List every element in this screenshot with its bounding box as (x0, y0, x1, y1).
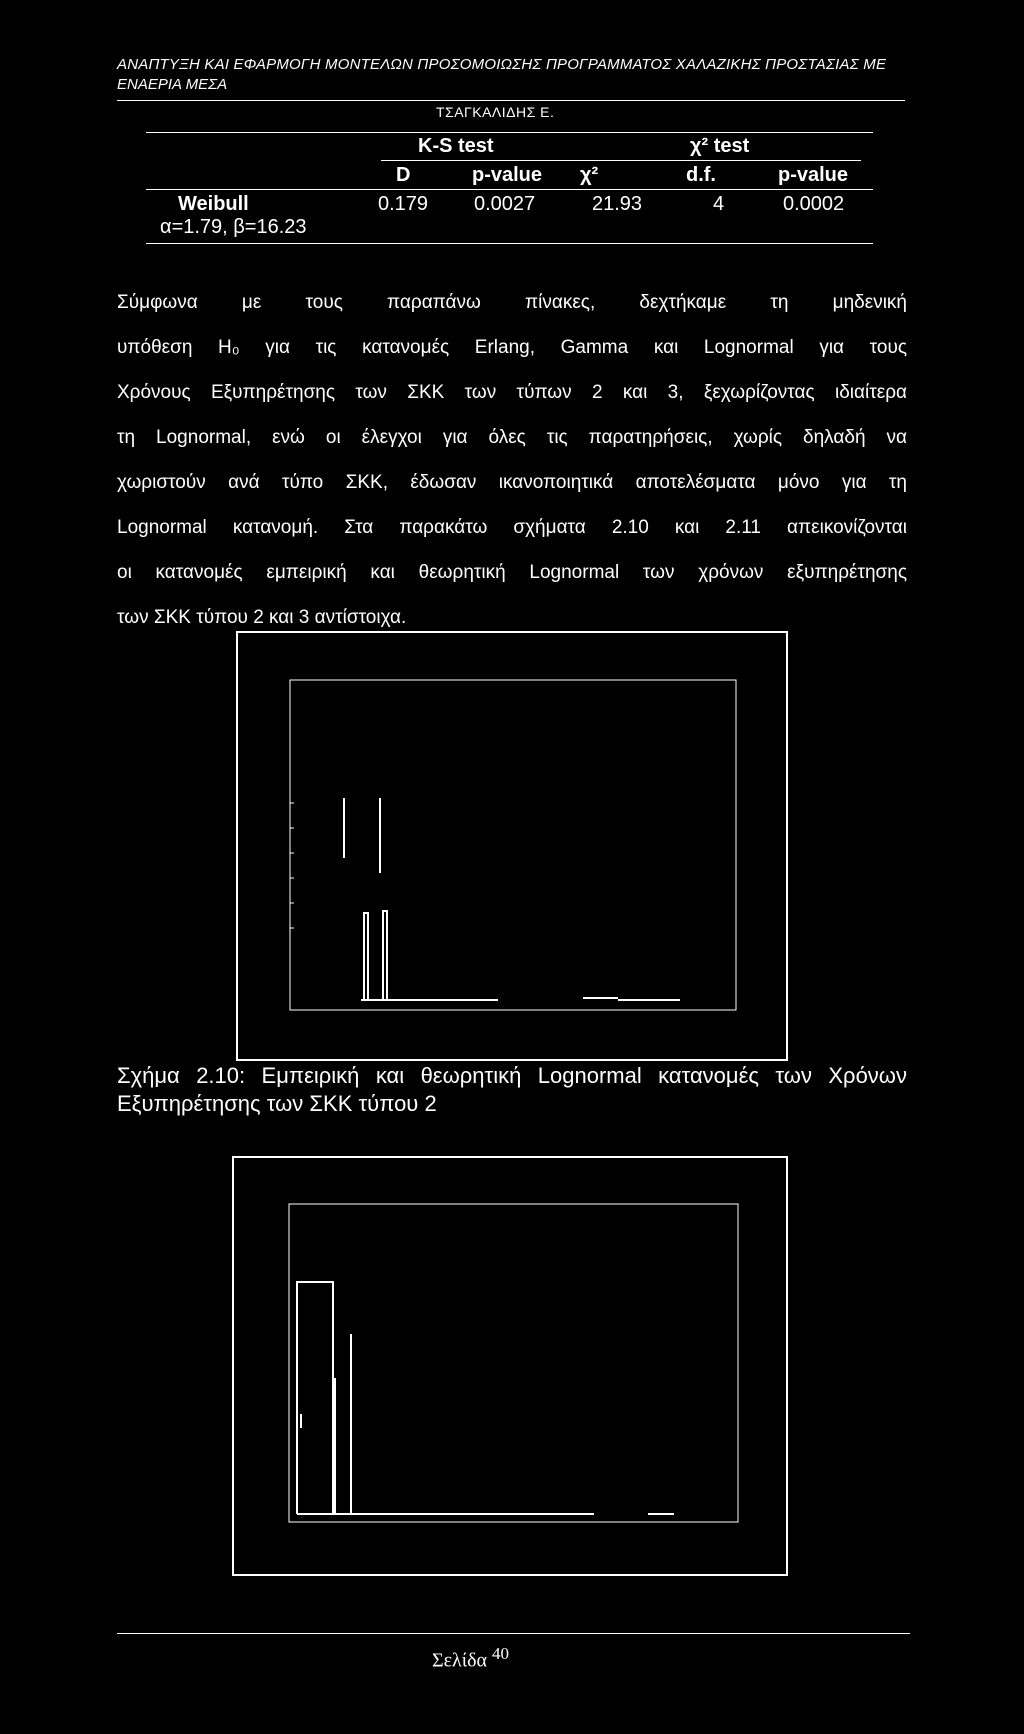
paragraph-line: οι κατανομές εμπειρική και θεωρητική Lognormal των χρόνων εξυπηρέτησης (117, 562, 907, 583)
table-header-pvalue-chi: p-value (778, 164, 849, 186)
caption-line: Εξυπηρέτησης των ΣΚΚ τύπου 2 (117, 1091, 437, 1116)
figure-2-11-frame (232, 1156, 788, 1576)
footer-label: Σελίδα (432, 1649, 488, 1672)
plot-area (290, 680, 736, 1010)
empirical-bar (364, 913, 368, 1000)
header-rule (117, 100, 905, 101)
table-bottom-rule (146, 243, 873, 244)
table-row-name: Weibull (178, 193, 249, 215)
running-header-author: ΤΣΑΓΚΑΛΙΔΗΣ Ε. (436, 104, 555, 120)
table-cell-d: 0.179 (378, 193, 429, 215)
running-header-title-cont: ΕΝΑΕΡΙΑ ΜΕΣΑ (117, 76, 228, 93)
page-number: 40 (492, 1644, 510, 1663)
table-cell-pvalue-chi: 0.0002 (783, 193, 845, 215)
table-header-chi2: χ² (580, 164, 599, 186)
table-group-rule (381, 160, 861, 161)
table-header-df: d.f. (686, 164, 716, 186)
plot-area (289, 1204, 738, 1522)
caption-line: Σχήμα 2.10: Εμπειρική και θεωρητική Lognormal κατανομές των Χρόνων (117, 1063, 907, 1088)
table-row-params: α=1.79, β=16.23 (160, 216, 307, 238)
footer-rule (117, 1633, 910, 1634)
figure-2-10-caption (117, 1062, 907, 1118)
table-top-rule (146, 132, 873, 133)
paragraph-line: Lognormal κατανομή. Στα παρακάτω σχήματα 2.10 και 2.11 απεικονίζονται (117, 517, 907, 538)
table-cell-df: 4 (713, 193, 725, 215)
table-group-chi: χ² test (690, 135, 750, 157)
running-header-title: ΑΝΑΠΤΥΞΗ ΚΑΙ ΕΦΑΡΜΟΓΗ ΜΟΝΤΕΛΩΝ ΠΡΟΣΟΜΟΙΩΣΗΣ ΠΡΟΓΡΑΜΜΑΤΟΣ ΧΑΛΑΖΙΚΗΣ ΠΡΟΣΤΑΣΙΑΣ ΜΕ (117, 56, 887, 73)
paragraph-line: Σύμφωνα με τους παραπάνω πίνακες, δεχτήκαμε τη μηδενική (117, 292, 907, 313)
empirical-bar (297, 1282, 333, 1514)
figure-2-10-plot (238, 633, 786, 1059)
paragraph-line: υπόθεση H₀ για τις κατανομές Erlang, Gamma και Lognormal για τους (117, 337, 907, 358)
empirical-bar (383, 911, 387, 1000)
table-header-pvalue-ks: p-value (472, 164, 543, 186)
paragraph-line: τη Lognormal, ενώ οι έλεγχοι για όλες τις παρατηρήσεις, χωρίς δηλαδή να (117, 427, 907, 448)
paragraph-line: Χρόνους Εξυπηρέτησης των ΣΚΚ των τύπων 2 και 3, ξεχωρίζοντας ιδιαίτερα (117, 382, 907, 403)
table-header-rule (146, 189, 873, 190)
paragraph-line: χωριστούν ανά τύπο ΣΚΚ, έδωσαν ικανοποιητικά αποτελέσματα μόνο για τη (117, 472, 907, 493)
table-cell-chi2: 21.93 (592, 193, 643, 215)
paragraph-line: των ΣΚΚ τύπου 2 και 3 αντίστοιχα. (117, 607, 407, 628)
table-cell-pvalue-ks: 0.0027 (474, 193, 536, 215)
body-paragraph (117, 280, 907, 640)
table-header-d: D (396, 164, 411, 186)
figure-2-11-plot (234, 1158, 786, 1574)
figure-2-10-frame (236, 631, 788, 1061)
page-footer (432, 1644, 509, 1673)
table-group-ks: K-S test (418, 135, 494, 157)
